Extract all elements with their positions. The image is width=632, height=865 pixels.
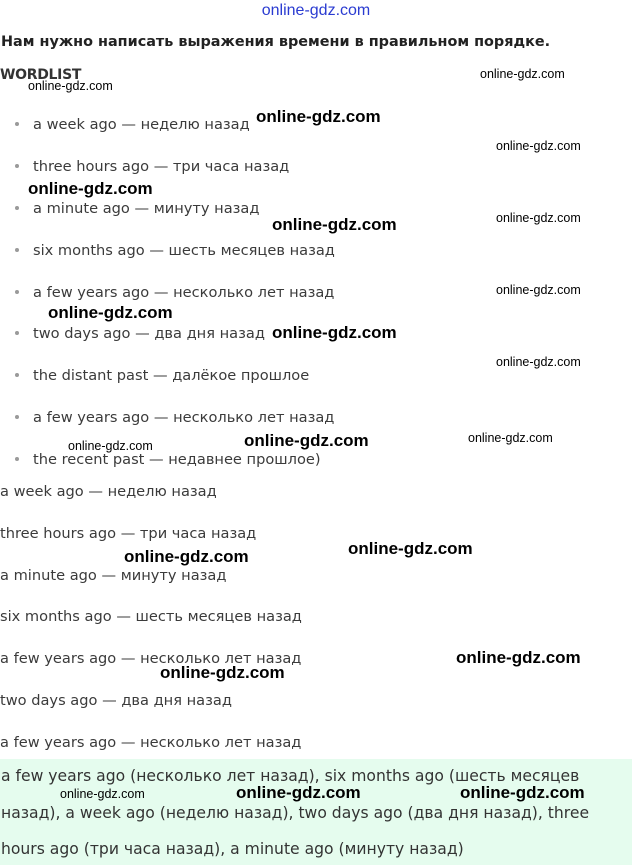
wordlist-item-text: the recent past — недавнее прошлое) (33, 451, 321, 468)
ordered-line: a week ago — неделю назад (0, 483, 217, 500)
watermark-text: online-gdz.com (496, 355, 581, 369)
watermark-text: online-gdz.com (256, 107, 381, 126)
bullet-icon (15, 164, 19, 168)
bullet-icon (15, 415, 19, 419)
wordlist-item-text: a week ago — неделю назад (33, 116, 250, 133)
wordlist-item-text: a few years ago — несколько лет назад (33, 409, 335, 426)
answer-line: назад), a week ago (неделю назад), two days ago (два дня назад), three (1, 804, 590, 822)
bullet-icon (15, 122, 19, 126)
watermark-text: online-gdz.com (272, 323, 397, 342)
bullet-icon (15, 373, 19, 377)
watermark-text: online-gdz.com (28, 179, 153, 198)
watermark-text: online-gdz.com (496, 211, 581, 225)
answer-line: a few years ago (несколько лет назад), six months ago (шесть месяцев (1, 767, 580, 785)
wordlist-heading: WORDLIST (0, 67, 82, 83)
bullet-icon (15, 248, 19, 252)
site-header-link[interactable]: online-gdz.com (261, 2, 371, 19)
watermark-text: online-gdz.com (48, 303, 173, 322)
watermark-text: online-gdz.com (60, 787, 145, 801)
watermark-text: online-gdz.com (348, 539, 473, 558)
wordlist-item (15, 283, 334, 303)
wordlist-item (15, 157, 289, 177)
wordlist-item-text: three hours ago — три часа назад (33, 158, 290, 175)
watermark-text: online-gdz.com (496, 139, 581, 153)
answer-line: hours ago (три часа назад), a minute ago (минуту назад) (1, 840, 464, 858)
ordered-line: six months ago — шесть месяцев назад (0, 608, 302, 625)
watermark-text: online-gdz.com (124, 547, 249, 566)
ordered-line: a few years ago — несколько лет назад (0, 734, 302, 751)
wordlist-item (15, 366, 309, 386)
watermark-text: online-gdz.com (236, 783, 361, 802)
ordered-line: two days ago — два дня назад (0, 692, 232, 709)
bullet-icon (15, 290, 19, 294)
watermark-text: online-gdz.com (496, 283, 581, 297)
ordered-line: a minute ago — минуту назад (0, 567, 227, 584)
watermark-text: online-gdz.com (456, 648, 581, 667)
intro-text: Нам нужно написать выражения времени в правильном порядке. (1, 34, 551, 50)
watermark-text: online-gdz.com (460, 783, 585, 802)
wordlist-item-text: two days ago — два дня назад (33, 325, 265, 342)
wordlist-item (15, 115, 250, 135)
wordlist-item-text: a few years ago — несколько лет назад (33, 284, 335, 301)
wordlist-item-text: the distant past — далёкое прошлое (33, 367, 310, 384)
wordlist-item (15, 408, 334, 428)
ordered-line: three hours ago — три часа назад (0, 525, 257, 542)
watermark-text: online-gdz.com (480, 67, 565, 81)
watermark-text: online-gdz.com (68, 439, 153, 453)
ordered-line: a few years ago — несколько лет назад (0, 650, 302, 667)
watermark-text: online-gdz.com (468, 431, 553, 445)
wordlist-item (15, 241, 335, 261)
watermark-text: online-gdz.com (28, 79, 113, 93)
wordlist-item (15, 199, 259, 219)
answer-box (0, 759, 632, 865)
wordlist-item (15, 324, 265, 344)
wordlist-item-text: a minute ago — минуту назад (33, 200, 260, 217)
wordlist-item (15, 450, 321, 470)
watermark-text: online-gdz.com (244, 431, 369, 450)
wordlist-item-text: six months ago — шесть месяцев назад (33, 242, 335, 259)
watermark-text: online-gdz.com (272, 215, 397, 234)
bullet-icon (15, 331, 19, 335)
bullet-icon (15, 457, 19, 461)
bullet-icon (15, 206, 19, 210)
watermark-text: online-gdz.com (160, 663, 285, 682)
